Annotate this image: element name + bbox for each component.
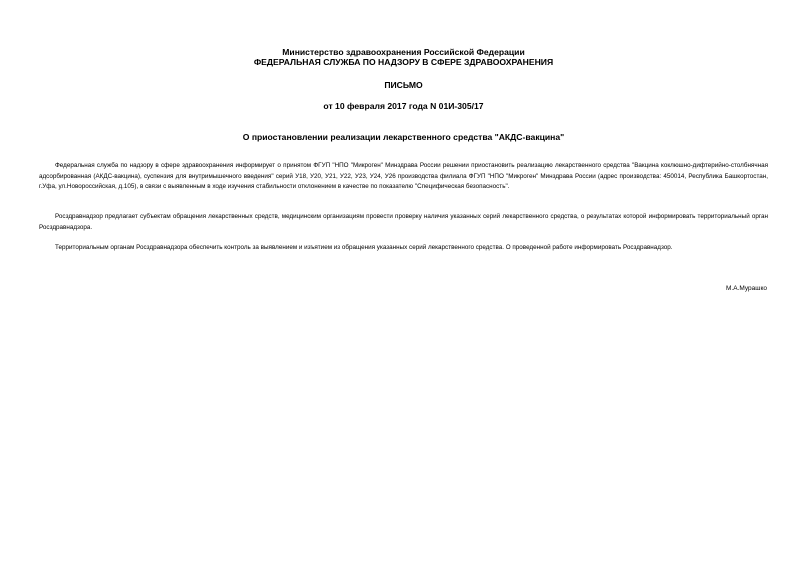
service-heading: ФЕДЕРАЛЬНАЯ СЛУЖБА ПО НАДЗОРУ В СФЕРЕ ЗДРАВООХРАНЕНИЯ bbox=[253, 57, 554, 67]
document-subject: О приостановлении реализации лекарственного средства "АКДС-вакцина" bbox=[242, 132, 565, 142]
paragraph-1: Федеральная служба по надзору в сфере здравоохранения информирует о принятом ФГУП "НПО "Микроген" Минздрава России решении приостановить реализацию лекарственного средства "Вакцина коклюшно-дифтерийно-столбнячная адсорбированная (АКДС-вакцина), суспензия для внутримышечного введения" серий У18, У20, У21, У22, У23, У24, У26 производства филиала ФГУП "НПО "Микроген" Минздрава России (адрес производства: 450014, Республика Башкортостан, г.Уфа, ул.Новороссийская, д.105), в связи с выявленным в ходе изучения стабильности отклонением в качестве по показателю "Специфическая безопасность". bbox=[39, 162, 768, 191]
signature: М.А.Мурашко bbox=[725, 285, 767, 292]
ministry-heading: Министерство здравоохранения Российской Федерации bbox=[282, 47, 525, 57]
document-kind: ПИСЬМО bbox=[384, 80, 423, 90]
paragraph-2: Росздравнадзор предлагает субъектам обращения лекарственных средств, медицинским организациям провести проверку наличия указанных серий лекарственного средства, о результатах которой информировать территориальный орган Росздравнадзора. bbox=[39, 213, 768, 231]
document-date-number: от 10 февраля 2017 года N 01И-305/17 bbox=[323, 101, 484, 111]
paragraph-3: Территориальным органам Росздравнадзора обеспечить контроль за выявлением и изъятием из обращения указанных серий лекарственного средства. О проведенной работе информировать Росздравнадзор. bbox=[55, 244, 673, 251]
